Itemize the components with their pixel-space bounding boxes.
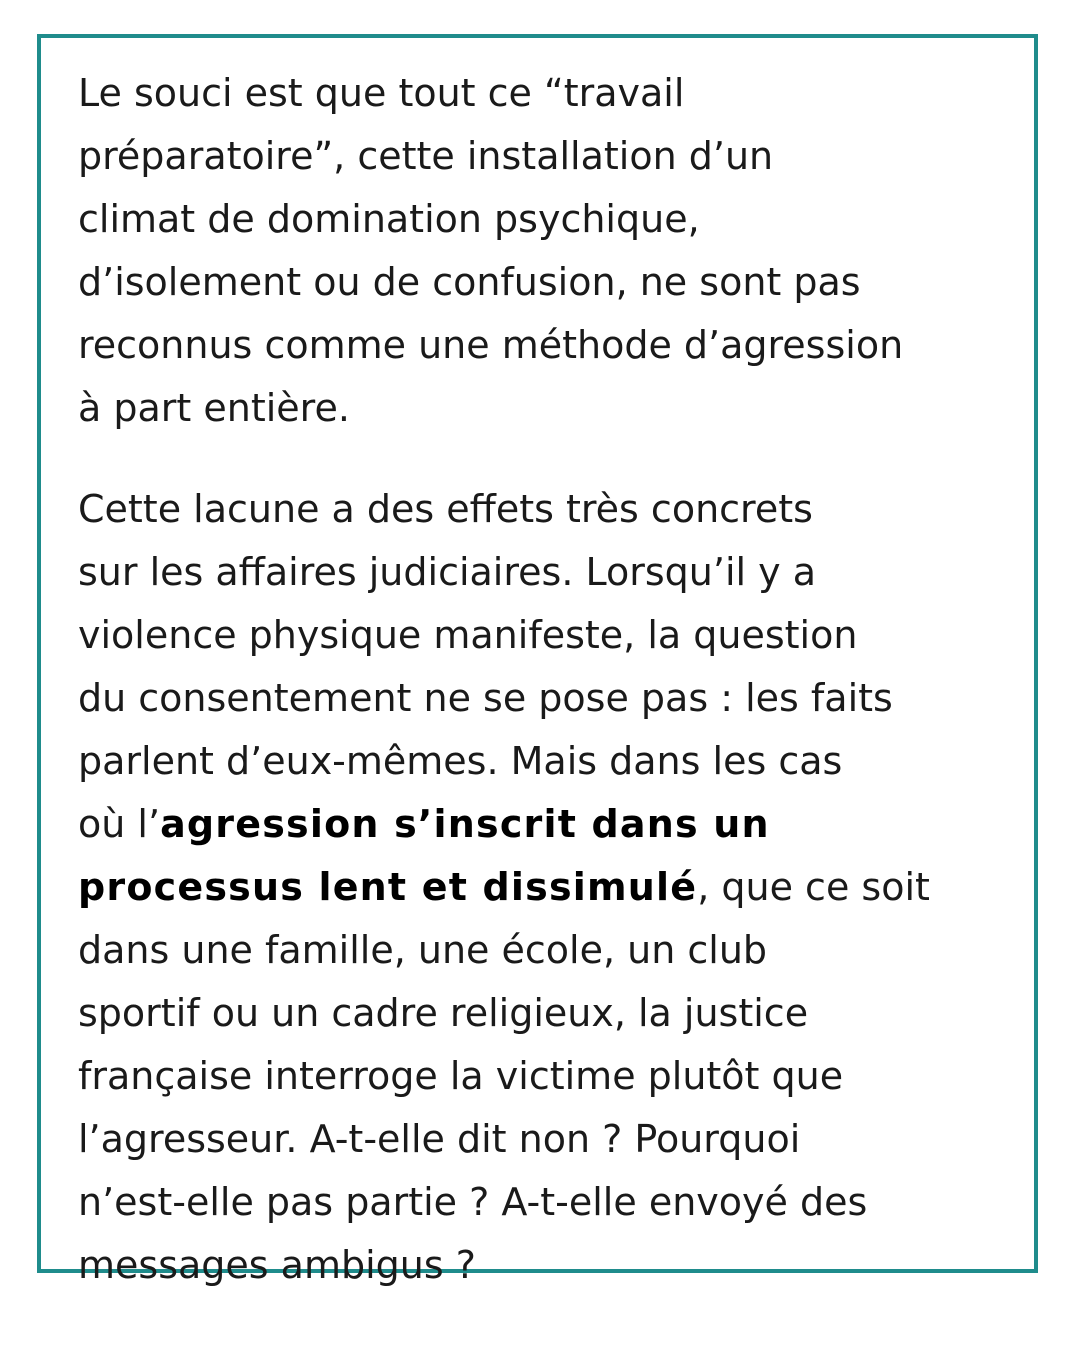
text-line: sportif ou un cadre religieux, la justice bbox=[78, 991, 809, 1035]
text-line: Le souci est que tout ce “travail bbox=[78, 71, 685, 115]
paragraph-2 bbox=[78, 478, 1018, 1297]
text-line: Cette lacune a des effets très concrets bbox=[78, 487, 813, 531]
emphasized-text: agression s’inscrit dans un bbox=[160, 802, 770, 846]
text-line: dans une famille, une école, un club bbox=[78, 928, 768, 972]
text-line: parlent d’eux-mêmes. Mais dans les cas bbox=[78, 739, 843, 783]
text-line: climat de domination psychique, bbox=[78, 197, 700, 241]
paragraph-1 bbox=[78, 62, 1018, 440]
text-segment: où l’ bbox=[78, 802, 161, 846]
text-line bbox=[78, 793, 1018, 856]
text-line: française interroge la victime plutôt que bbox=[78, 1054, 844, 1098]
text-line: d’isolement ou de confusion, ne sont pas bbox=[78, 260, 861, 304]
text-line bbox=[78, 856, 1018, 919]
text-line: reconnus comme une méthode d’agression bbox=[78, 323, 904, 367]
text-segment: , que ce soit bbox=[697, 865, 930, 909]
text-line: messages ambigus ? bbox=[78, 1243, 476, 1287]
text-line: sur les affaires judiciaires. Lorsqu’il y a bbox=[78, 550, 816, 594]
article-text bbox=[78, 62, 1018, 1297]
text-line: préparatoire”, cette installation d’un bbox=[78, 134, 774, 178]
text-line: n’est-elle pas partie ? A-t-elle envoyé des bbox=[78, 1180, 868, 1224]
text-line: violence physique manifeste, la question bbox=[78, 613, 858, 657]
text-line: du consentement ne se pose pas : les faits bbox=[78, 676, 893, 720]
text-line: l’agresseur. A-t-elle dit non ? Pourquoi bbox=[78, 1117, 801, 1161]
text-line: à part entière. bbox=[78, 386, 350, 430]
emphasized-text: processus lent et dissimulé bbox=[78, 865, 698, 909]
